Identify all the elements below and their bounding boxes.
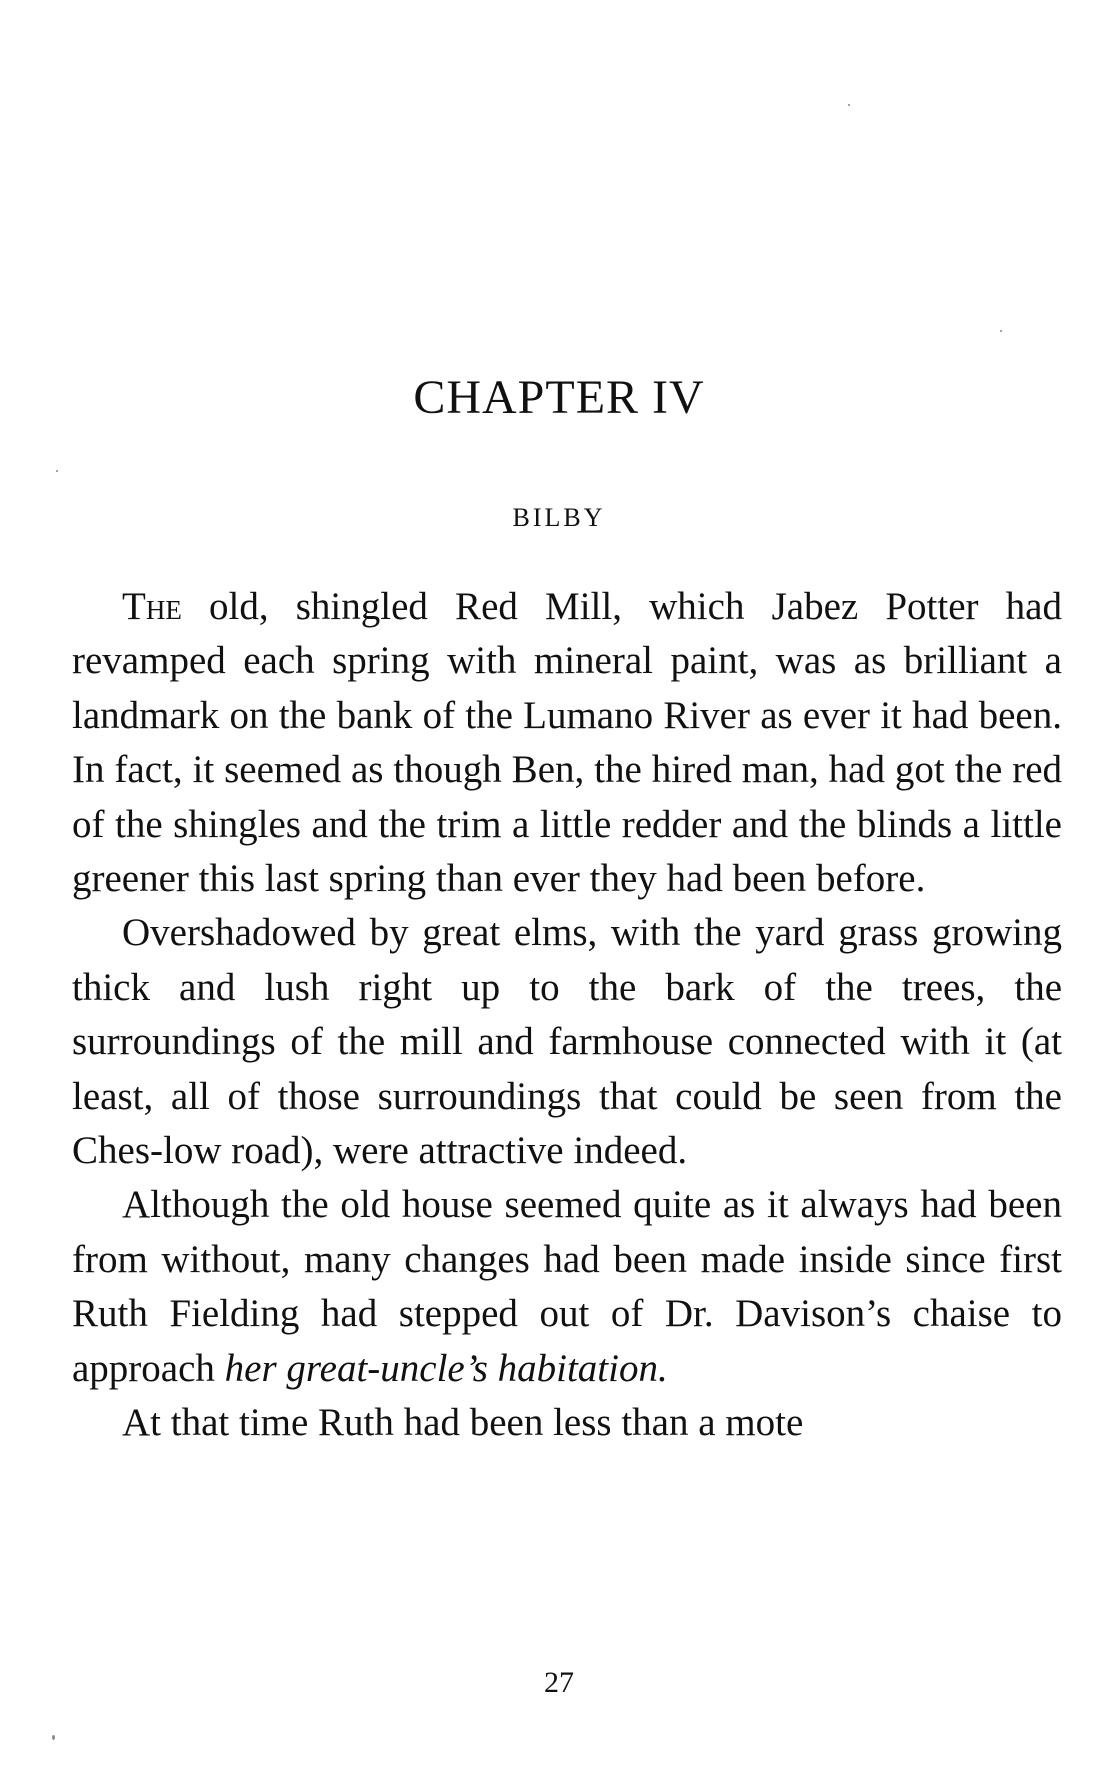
body-text bbox=[72, 580, 1062, 1451]
paragraph-3 bbox=[72, 1178, 1062, 1396]
paragraph-text: old, shingled Red Mill, which Jabez Potter had revamped each spring with mineral paint, was as brilliant a landmark on the bank of the Lumano River as ever it had been. In fact, it seemed as though Ben, the hired man, had got the red of the shingles and the trim a little redder and the blinds a little greener this last spring than ever they had been before. bbox=[72, 585, 1062, 901]
paragraph-1 bbox=[72, 580, 1062, 906]
scan-speck bbox=[848, 104, 850, 106]
scan-speck bbox=[1000, 330, 1002, 332]
page-number: 27 bbox=[544, 1666, 574, 1699]
chapter-title: BILBY bbox=[512, 503, 606, 532]
chapter-number: CHAPTER IV bbox=[413, 371, 705, 424]
scan-speck bbox=[52, 1735, 55, 1740]
paragraph-4 bbox=[72, 1396, 1062, 1450]
paragraph-text: At that time Ruth had been less than a mote bbox=[122, 1401, 804, 1445]
paragraph-2 bbox=[72, 906, 1062, 1178]
paragraph-italic-tail: her great-uncle’s habitation. bbox=[224, 1346, 668, 1390]
paragraph-lead-word: The bbox=[122, 585, 182, 628]
scan-speck bbox=[56, 470, 58, 472]
paragraph-text: Overshadowed by great elms, with the yard grass growing thick and lush right up to the bark of the trees, the surroundings of the mill and farmhouse connected with it (at least, all of those surroundings that could be seen from the Ches-low road), were attractive indeed. bbox=[72, 911, 1062, 1173]
paragraph-text: Although the old house seemed quite as it always had been from without, many changes had been made inside since first Ruth Fielding had stepped out of Dr. Davison’s chaise to approach bbox=[72, 1183, 1062, 1390]
